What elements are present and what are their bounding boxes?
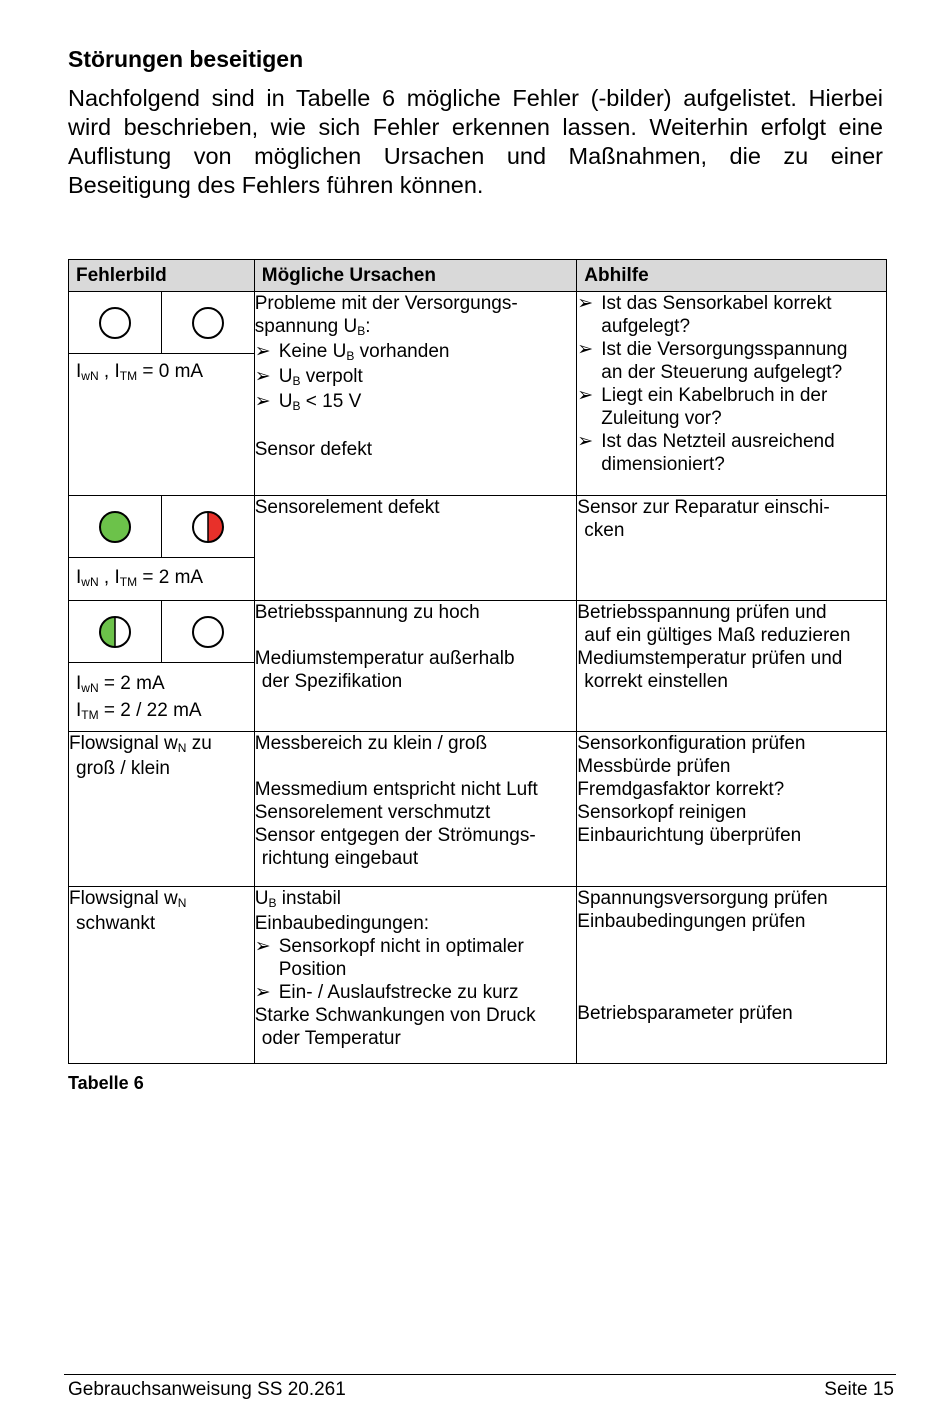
remedy-line: Sensor zur Reparatur einschi- — [577, 497, 830, 518]
fehlerbild-cell — [69, 292, 255, 496]
cause-line: $U_B$ instabil — [254, 888, 341, 910]
footer-rule — [64, 1374, 896, 1375]
intro-paragraph: Nachfolgend sind in Tabelle 6 mögliche Fehler (-bilder) aufgelistet. Hierbei wird beschrieben, wie sich Fehler erkennen lassen. Weiterhin erfolgt eine Auflistung von möglichen Ursachen und Maßnahmen, die zu einer Beseitigung des Fehlers führen können. — [68, 85, 883, 198]
cause-line: Sensorelement defekt — [254, 497, 440, 518]
cause-bullet: ➢ Ein- / Auslaufstrecke zu kurz — [255, 981, 577, 1004]
fehlerbild-cell — [69, 496, 255, 601]
current-label: $I_{wN} = 2$ mA $I_{TM} = 2 / 22$ mA — [76, 673, 202, 722]
header-ursachen: Mögliche Ursachen — [254, 260, 577, 292]
table-caption: Tabelle 6 — [68, 1073, 144, 1093]
fehlerbild-cell — [69, 732, 255, 887]
causes-cell — [254, 601, 577, 732]
remedy-line: Sensorkopf reinigen — [577, 802, 747, 823]
remedy-line: auf ein gültiges Maß reduzieren — [584, 625, 851, 646]
table-row — [69, 732, 887, 887]
remedy-bullet: ➢ Ist das Netzteil ausreichend dimensioniert? — [577, 430, 886, 476]
cause-line: Starke Schwankungen von Druck — [254, 1005, 536, 1026]
led-2-off-icon — [161, 292, 254, 353]
cause-bullet: ➢ $U_B$ verpolt — [255, 365, 577, 390]
led-2-half-red-icon — [161, 496, 254, 557]
remedy-line: Fremdgasfaktor korrekt? — [577, 779, 785, 800]
table-header-row — [69, 260, 887, 292]
led-1-green-icon — [69, 496, 161, 557]
table-row — [69, 887, 887, 1064]
remedy-line: korrekt einstellen — [584, 671, 728, 692]
table-row — [69, 292, 887, 496]
cause-line: Probleme mit der Versorgungs- — [254, 293, 518, 314]
cause-line: Betriebsspannung zu hoch — [254, 602, 480, 623]
remedy-cell — [577, 732, 887, 887]
fehlerbild-text: Flowsignal $w_N$ zu — [69, 733, 212, 755]
cause-bullet: ➢ $U_B < 15$ V — [255, 390, 577, 415]
remedy-line: Spannungsversorgung prüfen — [577, 888, 828, 909]
causes-cell — [254, 887, 577, 1064]
remedy-bullet: ➢ Liegt ein Kabelbruch in der Zuleitung vor? — [577, 384, 886, 430]
causes-cell — [254, 292, 577, 496]
cause-line: Messbereich zu klein / groß — [254, 733, 488, 754]
error-table — [68, 259, 887, 1064]
remedy-bullet: ➢ Ist das Sensorkabel korrekt aufgelegt? — [577, 292, 886, 338]
footer-doc-title: Gebrauchsanweisung SS 20.261 — [68, 1379, 346, 1400]
remedy-cell — [577, 601, 887, 732]
current-label: $I_{wN}$ , $I_{TM} = 2$ mA — [76, 567, 204, 589]
remedy-cell — [577, 496, 887, 601]
cause-line: Messmedium entspricht nicht Luft — [254, 779, 538, 800]
header-fehlerbild: Fehlerbild — [69, 260, 255, 292]
cause-line: Sensor defekt — [254, 439, 372, 460]
cause-line: oder Temperatur — [261, 1028, 401, 1049]
remedy-line: Mediumstemperatur prüfen und — [577, 648, 843, 669]
cause-line: Einbaubedingungen: — [254, 913, 430, 934]
fehlerbild-text: groß / klein — [76, 758, 170, 779]
remedy-line: Betriebsparameter prüfen — [577, 1003, 793, 1024]
led-1-half-green-icon — [69, 601, 161, 662]
remedy-bullet: ➢ Ist die Versorgungsspannung an der Steuerung aufgelegt? — [577, 338, 886, 384]
table-row — [69, 601, 887, 732]
remedy-line: Messbürde prüfen — [577, 756, 731, 777]
remedy-cell — [577, 292, 887, 496]
fehlerbild-cell — [69, 601, 255, 732]
section-heading: Störungen beseitigen — [68, 46, 304, 72]
causes-cell — [254, 732, 577, 887]
footer-page-number: Seite 15 — [824, 1379, 894, 1400]
led-pair — [69, 496, 254, 558]
remedy-line: Einbaubedingungen prüfen — [577, 911, 806, 932]
fehlerbild-text: Flowsignal $w_N$ — [69, 888, 187, 910]
led-1-off-icon — [69, 292, 161, 353]
led-pair — [69, 601, 254, 663]
led-2-off-icon — [161, 601, 254, 662]
current-label: $I_{wN}$ , $I_{TM} = 0$ mA — [76, 361, 204, 383]
remedy-cell — [577, 887, 887, 1064]
remedy-line: Betriebsspannung prüfen und — [577, 602, 827, 623]
remedy-line: Einbaurichtung überprüfen — [577, 825, 802, 846]
remedy-line: cken — [584, 520, 625, 541]
header-abhilfe: Abhilfe — [577, 260, 887, 292]
cause-bullet: ➢ Sensorkopf nicht in optimaler Position — [255, 935, 577, 981]
fehlerbild-cell — [69, 887, 255, 1064]
causes-cell — [254, 496, 577, 601]
cause-bullet: ➢ Keine $U_B$ vorhanden — [255, 340, 577, 365]
cause-line: richtung eingebaut — [261, 848, 419, 869]
led-pair — [69, 292, 254, 354]
cause-line: der Spezifikation — [261, 671, 403, 692]
fehlerbild-text: schwankt — [76, 913, 156, 934]
cause-line: Sensor entgegen der Strömungs- — [254, 825, 536, 846]
cause-line: Mediumstemperatur außerhalb — [254, 648, 515, 669]
table-row — [69, 496, 887, 601]
remedy-line: Sensorkonfiguration prüfen — [577, 733, 806, 754]
cause-line: spannung $U_B$: — [254, 316, 371, 338]
cause-line: Sensorelement verschmutzt — [254, 802, 491, 823]
